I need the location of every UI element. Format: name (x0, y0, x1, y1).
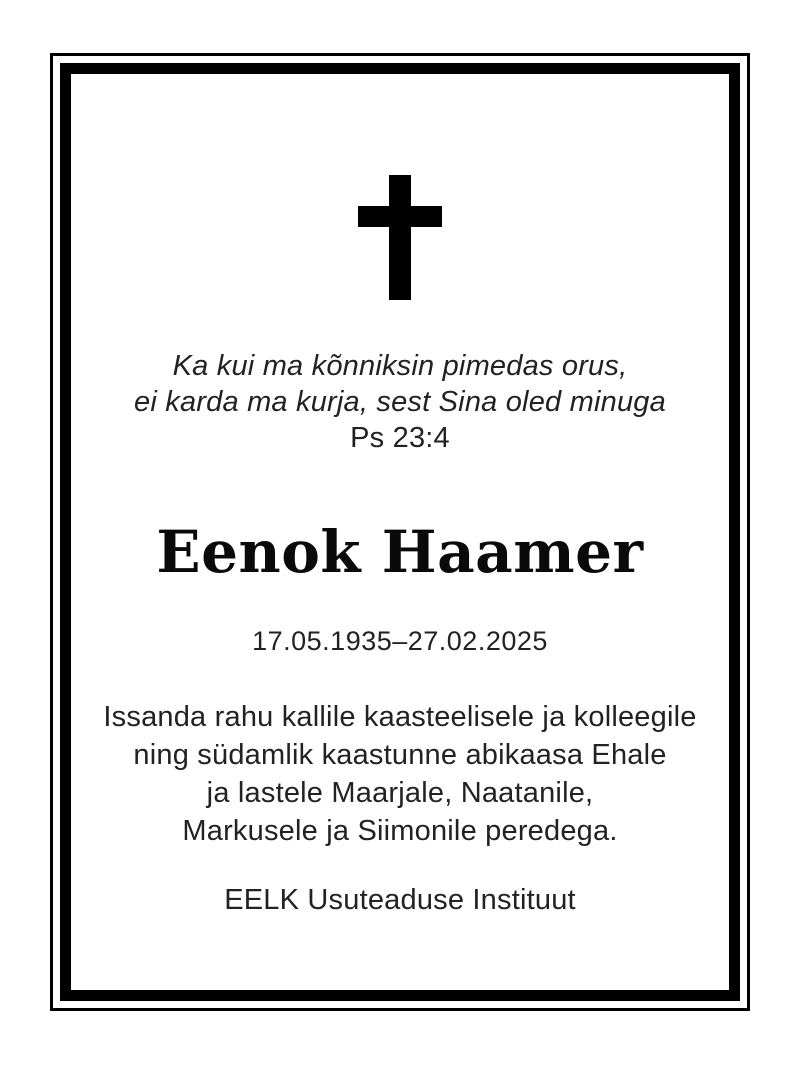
condolence-text (103, 698, 696, 850)
deceased-name: Eenok Haamer (156, 518, 644, 586)
scripture-verse (134, 348, 666, 456)
cross-vertical-bar (389, 175, 411, 300)
condolence-line-4: Markusele ja Siimonile peredega. (182, 815, 618, 847)
life-dates: 17.05.1935–27.02.2025 (252, 626, 548, 656)
cross-horizontal-bar (358, 206, 442, 227)
latin-cross-icon (358, 175, 442, 300)
signing-organization: EELK Usuteaduse Instituut (224, 884, 576, 916)
verse-line-2: ei karda ma kurja, sest Sina oled minuga (134, 386, 666, 418)
condolence-line-2: ning südamlik kaastunne abikaasa Ehale (133, 739, 667, 771)
verse-reference: Ps 23:4 (350, 422, 450, 454)
verse-line-1: Ka kui ma kõnniksin pimedas orus, (172, 350, 628, 382)
condolence-line-3: ja lastele Maarjale, Naatanile, (206, 777, 594, 809)
outer-frame-border (50, 53, 750, 1011)
inner-frame-border (60, 63, 740, 1001)
condolence-line-1: Issanda rahu kallile kaasteelisele ja kolleegile (103, 701, 697, 733)
